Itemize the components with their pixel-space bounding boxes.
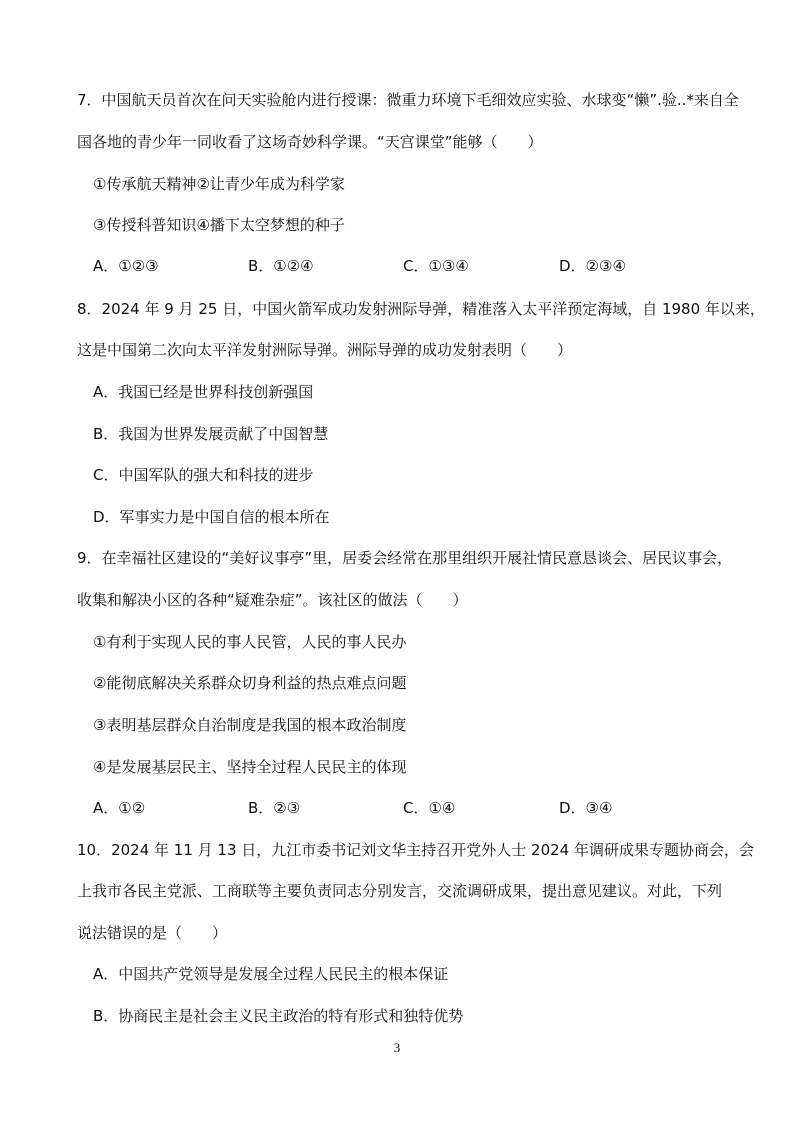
q7-options bbox=[93, 256, 733, 276]
q9-statement-3: ③表明基层群众自治制度是我国的根本政治制度 bbox=[93, 716, 407, 734]
q7-stem-line2: 国各地的青少年一同收看了这场奇妙科学课。“天宫课堂”能够（ ） bbox=[77, 133, 543, 151]
q9-option-a: A．①② bbox=[93, 799, 146, 817]
q9-statement-2: ②能彻底解决关系群众切身利益的热点难点问题 bbox=[93, 674, 407, 692]
q9-statement-1: ①有利于实现人民的事人民管，人民的事人民办 bbox=[93, 633, 407, 651]
q10-stem-line1: 10．2024 年 11 月 13 日，九江市委书记刘文华主持召开党外人士 2024 年调研成果专题协商会，会 bbox=[77, 841, 754, 859]
q9-option-b: B．②③ bbox=[248, 799, 301, 817]
q8-option-b: B．我国为世界发展贡献了中国智慧 bbox=[93, 425, 329, 443]
q7-stem-line1: 7．中国航天员首次在问天实验舱内进行授课：微重力环境下毛细效应实验、水球变“懒”.验..*来自全 bbox=[77, 91, 739, 109]
q9-statement-4: ④是发展基层民主、坚持全过程人民民主的体现 bbox=[93, 758, 407, 776]
q8-option-a: A．我国已经是世界科技创新强国 bbox=[93, 383, 314, 401]
q10-stem-line2: 上我市各民主党派、工商联等主要负责同志分别发言，交流调研成果，提出意见建议。对此，下列 bbox=[77, 882, 723, 900]
page-number: 3 bbox=[393, 1040, 401, 1055]
q7-statement-1: ①传承航天精神②让青少年成为科学家 bbox=[93, 175, 345, 193]
q8-option-c: C．中国军队的强大和科技的进步 bbox=[93, 466, 314, 484]
q7-option-b: B．①②④ bbox=[248, 257, 314, 275]
q9-option-d: D．③④ bbox=[559, 799, 613, 817]
q7-option-d: D．②③④ bbox=[559, 257, 626, 275]
q9-options bbox=[93, 798, 733, 818]
q10-stem-line3: 说法错误的是（ ） bbox=[77, 924, 228, 942]
q7-option-c: C．①③④ bbox=[403, 257, 469, 275]
q7-option-a: A．①②③ bbox=[93, 257, 159, 275]
q8-stem-line1: 8．2024 年 9 月 25 日，中国火箭军成功发射洲际导弹，精准落入太平洋预定海域，自 1980 年以来， bbox=[77, 300, 765, 318]
q7-statement-2: ③传授科普知识④播下太空梦想的种子 bbox=[93, 216, 345, 234]
q9-stem-line2: 收集和解决小区的各种“疑难杂症”。该社区的做法（ ） bbox=[77, 591, 468, 609]
q10-option-a: A．中国共产党领导是发展全过程人民民主的根本保证 bbox=[93, 965, 449, 983]
q10-option-b: B．协商民主是社会主义民主政治的特有形式和独特优势 bbox=[93, 1007, 464, 1025]
q9-stem-line1: 9．在幸福社区建设的“美好议事亭”里，居委会经常在那里组织开展社情民意恳谈会、居民议事会， bbox=[77, 549, 733, 567]
q8-stem-line2: 这是中国第二次向太平洋发射洲际导弹。洲际导弹的成功发射表明（ ） bbox=[77, 341, 573, 359]
q8-option-d: D．军事实力是中国自信的根本所在 bbox=[93, 508, 330, 526]
q9-option-c: C．①④ bbox=[403, 799, 456, 817]
